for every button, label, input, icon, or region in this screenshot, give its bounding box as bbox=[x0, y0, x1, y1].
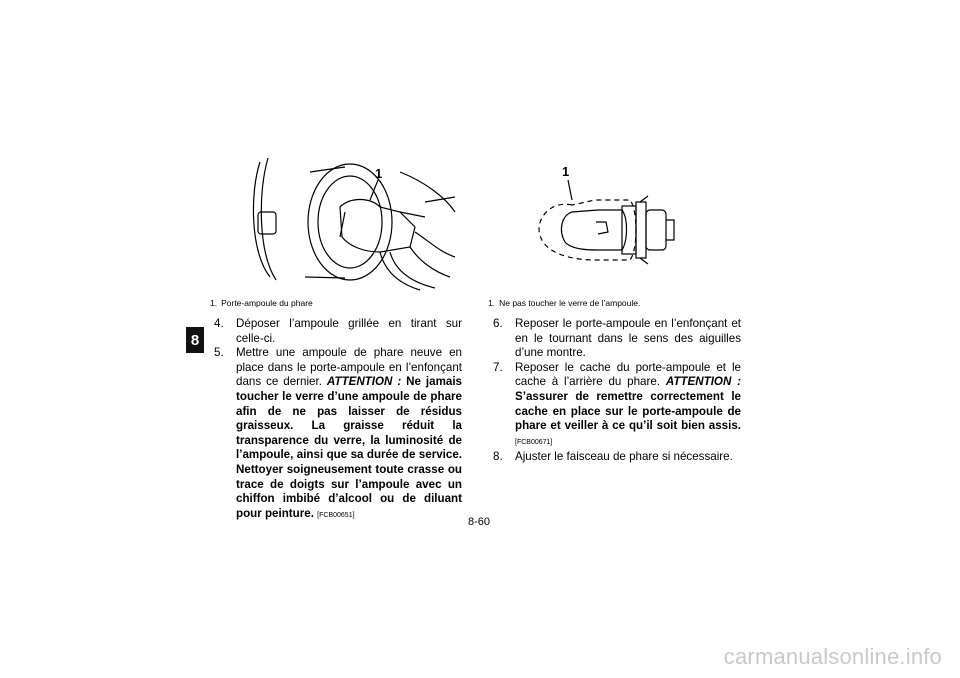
left-column bbox=[214, 317, 462, 523]
figure-left-caption bbox=[210, 298, 313, 308]
step-text: Mettre une ampoule de phare neuve en place dans le porte-ampoule en l’enfonçant dans ce dernier. bbox=[236, 346, 462, 389]
step-text: Reposer le porte-ampoule en l’enfonçant et en le tournant dans le sens des aiguilles d’une montre. bbox=[515, 317, 741, 360]
step-number: 5. bbox=[214, 346, 224, 360]
warning-text: S’assurer de remettre correctement le cache en place sur le porte-ampoule de phare et veiller à ce qu’il soit bien assis. bbox=[515, 389, 741, 433]
attention-label: ATTENTION : bbox=[326, 375, 402, 389]
watermark: carmanualsonline.info bbox=[723, 644, 942, 669]
step-number: 6. bbox=[493, 317, 503, 330]
page-number: 8-60 bbox=[468, 516, 491, 528]
step-text: Ajuster le faisceau de phare si nécessaire. bbox=[515, 450, 733, 464]
step-number: 4. bbox=[214, 317, 224, 330]
attention-label: ATTENTION : bbox=[665, 375, 741, 389]
step-4 bbox=[214, 317, 462, 346]
reference-code: [FCB00651] bbox=[317, 511, 355, 519]
headlight-bulb-holder-illustration bbox=[250, 152, 460, 292]
step-5 bbox=[214, 346, 462, 523]
caption-number: 1. bbox=[210, 298, 218, 308]
figure-right-callout: 1 bbox=[562, 164, 570, 179]
right-column bbox=[493, 317, 741, 465]
step-number: 8. bbox=[493, 450, 503, 464]
step-number: 7. bbox=[493, 360, 503, 374]
reference-code: [FCB00671] bbox=[515, 438, 553, 446]
figure-right-caption bbox=[488, 298, 640, 308]
step-text: Déposer l’ampoule grillée en tirant sur celle-ci. bbox=[236, 317, 462, 345]
caption-number: 1. bbox=[488, 298, 496, 308]
caption-text: Porte-ampoule du phare bbox=[221, 298, 313, 308]
step-7 bbox=[493, 361, 741, 451]
section-tab: 8 bbox=[186, 327, 204, 353]
step-8 bbox=[493, 450, 741, 465]
step-text: Reposer le cache du porte-ampoule et le cache à l’arrière du phare. bbox=[515, 360, 741, 389]
caption-text: Ne pas toucher le verre de l’ampoule. bbox=[499, 298, 641, 308]
figure-left-callout: 1 bbox=[375, 166, 383, 181]
bulb-illustration bbox=[520, 160, 720, 290]
step-6 bbox=[493, 317, 741, 361]
warning-text: Ne jamais toucher le verre d’une ampoule de phare afin de ne pas laisser de résidus graisseux. La graisse réduit la transparence du verre, la luminosité de l’ampoule, ainsi que sa durée de service. Nettoyer soigneusement toute crasse ou trace de doigts sur l’ampoule avec un chiffon imbibé d’alcool ou de diluant pour peinture. bbox=[236, 375, 462, 520]
